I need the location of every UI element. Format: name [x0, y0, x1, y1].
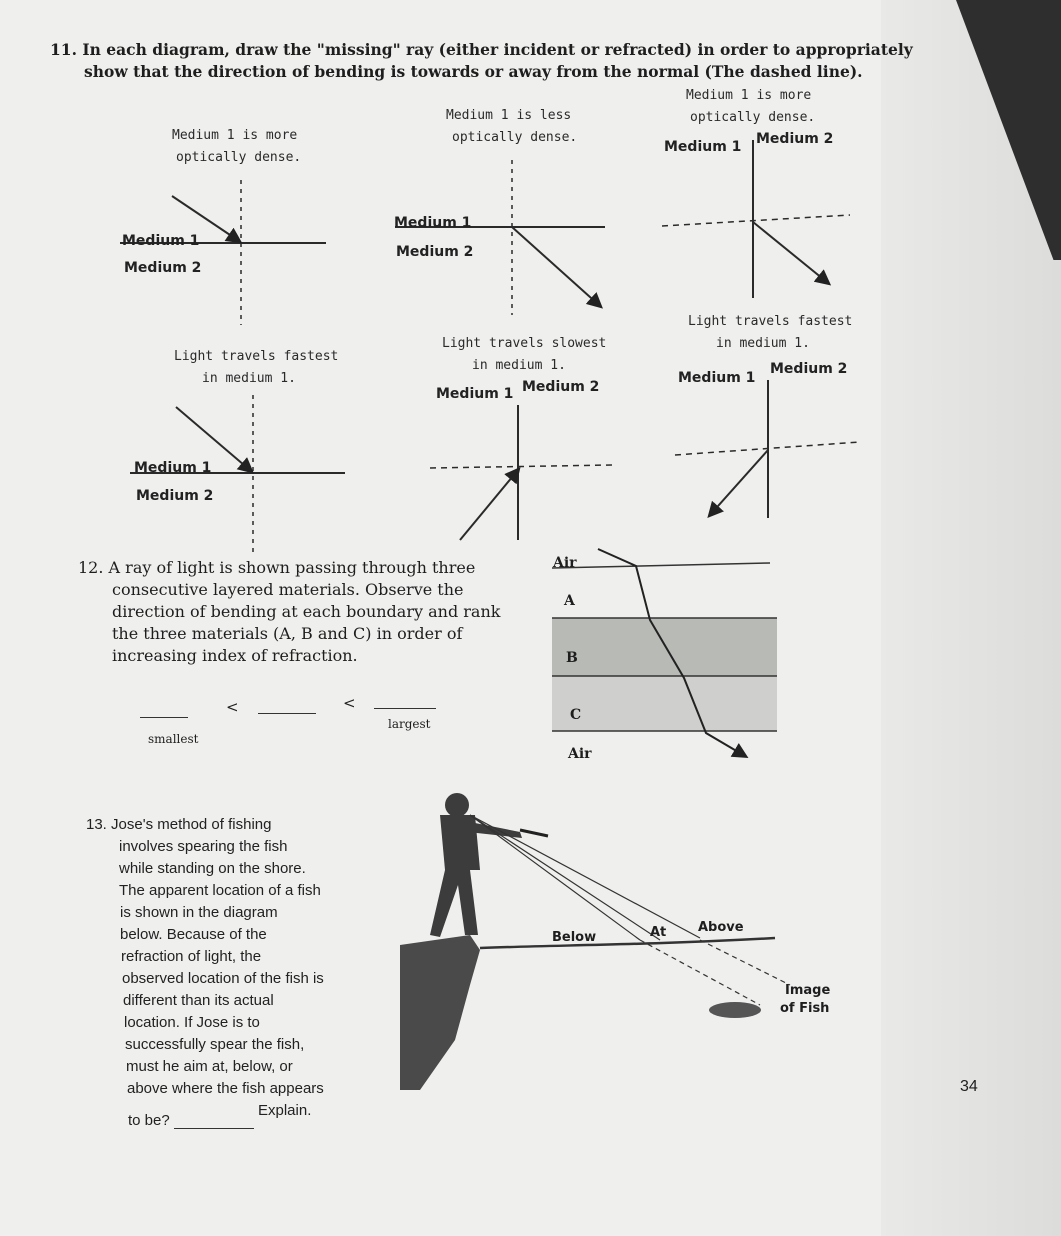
image-label-1: Image: [785, 983, 831, 998]
answer-blank-1[interactable]: [140, 717, 188, 718]
layer-c-label: C: [570, 707, 582, 723]
q12-line5: increasing index of refraction.: [112, 646, 358, 665]
q13-line: 13. Jose's method of fishing: [86, 816, 272, 833]
largest-label: largest: [388, 717, 431, 731]
layer-b-label: B: [566, 650, 578, 666]
less-than-2: <: [343, 694, 356, 712]
d5-medium2-label: Medium 2: [522, 379, 600, 395]
q13-line: location. If Jose is to: [124, 1014, 260, 1031]
d6-note1: Light travels fastest: [688, 314, 853, 329]
q13-line: is shown in the diagram: [120, 904, 278, 921]
d3-medium2-label: Medium 2: [756, 131, 834, 147]
d6-medium2-label: Medium 2: [770, 361, 848, 377]
d4-medium1-label: Medium 1: [134, 460, 212, 476]
incident-ray: [460, 470, 518, 540]
q11-line2: show that the direction of bending is towards or away from the normal (The dashed line).: [84, 62, 863, 81]
q13-line: different than its actual: [123, 992, 274, 1009]
air-top-label: Air: [553, 555, 577, 571]
diagram-6: [675, 380, 860, 518]
q13-line: while standing on the shore.: [119, 860, 306, 877]
sight-lines: [470, 815, 790, 1005]
q12-line2: consecutive layered materials. Observe the: [112, 580, 464, 599]
d2-note2: optically dense.: [452, 130, 578, 145]
spear: [520, 830, 548, 836]
q12-layers: [552, 549, 777, 756]
d2-medium1-label: Medium 1: [394, 215, 472, 231]
d6-note2: in medium 1.: [716, 336, 810, 351]
cliff: [400, 935, 480, 1090]
q12-line4: the three materials (A, B and C) in order of: [112, 624, 463, 643]
d1-note2: optically dense.: [176, 150, 302, 165]
q13-line: successfully spear the fish,: [125, 1036, 305, 1053]
diagram-5: [430, 405, 612, 540]
q12-line1: 12. A ray of light is shown passing through three: [78, 558, 476, 577]
q13-line: below. Because of the: [120, 926, 267, 943]
d2-medium2-label: Medium 2: [396, 244, 474, 260]
layer-a-label: A: [564, 593, 575, 609]
water-surface: [480, 938, 775, 948]
less-than-1: <: [226, 698, 239, 716]
q13-line: involves spearing the fish: [119, 838, 288, 855]
q13-explain: Explain.: [258, 1102, 312, 1119]
q13-last-line: to be?: [128, 1112, 170, 1129]
smallest-label: smallest: [148, 732, 199, 746]
diagram-3: [662, 140, 850, 298]
d1-note1: Medium 1 is more: [172, 128, 298, 143]
d2-note1: Medium 1 is less: [446, 108, 572, 123]
q13-line: observed location of the fish is: [122, 970, 324, 987]
fish-image: [709, 1002, 761, 1018]
q13-line: refraction of light, the: [121, 948, 262, 965]
d4-medium2-label: Medium 2: [136, 488, 214, 504]
q13-line: must he aim at, below, or: [126, 1058, 293, 1075]
answer-blank-2[interactable]: [258, 713, 316, 714]
refracted-ray: [753, 222, 828, 283]
d5-note2: in medium 1.: [472, 358, 566, 373]
refracted-ray: [710, 450, 768, 515]
d6-medium1-label: Medium 1: [678, 370, 756, 386]
d3-note2: optically dense.: [690, 110, 816, 125]
d3-note1: Medium 1 is more: [686, 88, 812, 103]
normal-line: [430, 465, 612, 468]
at-label: At: [650, 925, 667, 940]
d4-note2: in medium 1.: [202, 371, 296, 386]
q13-line: above where the fish appears: [127, 1080, 324, 1097]
below-label: Below: [552, 930, 597, 945]
diagram-2: [395, 160, 605, 315]
q13-line: The apparent location of a fish: [119, 882, 321, 899]
q11-line1: 11. In each diagram, draw the "missing" ray (either incident or refracted) in order to appropriately: [50, 40, 913, 59]
d4-note1: Light travels fastest: [174, 349, 339, 364]
d3-medium1-label: Medium 1: [664, 139, 742, 155]
air-bottom-label: Air: [568, 746, 592, 762]
fisherman-figure: [430, 793, 522, 937]
d5-note1: Light travels slowest: [442, 336, 607, 351]
page-number: 34: [960, 1078, 978, 1095]
q13-answer-blank[interactable]: [174, 1128, 254, 1129]
above-label: Above: [698, 920, 744, 935]
d1-medium1-label: Medium 1: [122, 233, 200, 249]
answer-blank-3[interactable]: [374, 708, 436, 709]
image-label-2: of Fish: [780, 1001, 830, 1016]
d5-medium1-label: Medium 1: [436, 386, 514, 402]
q12-line3: direction of bending at each boundary and rank: [112, 602, 501, 621]
d1-medium2-label: Medium 2: [124, 260, 202, 276]
diagram-1: [120, 180, 326, 325]
refracted-ray: [512, 227, 600, 306]
